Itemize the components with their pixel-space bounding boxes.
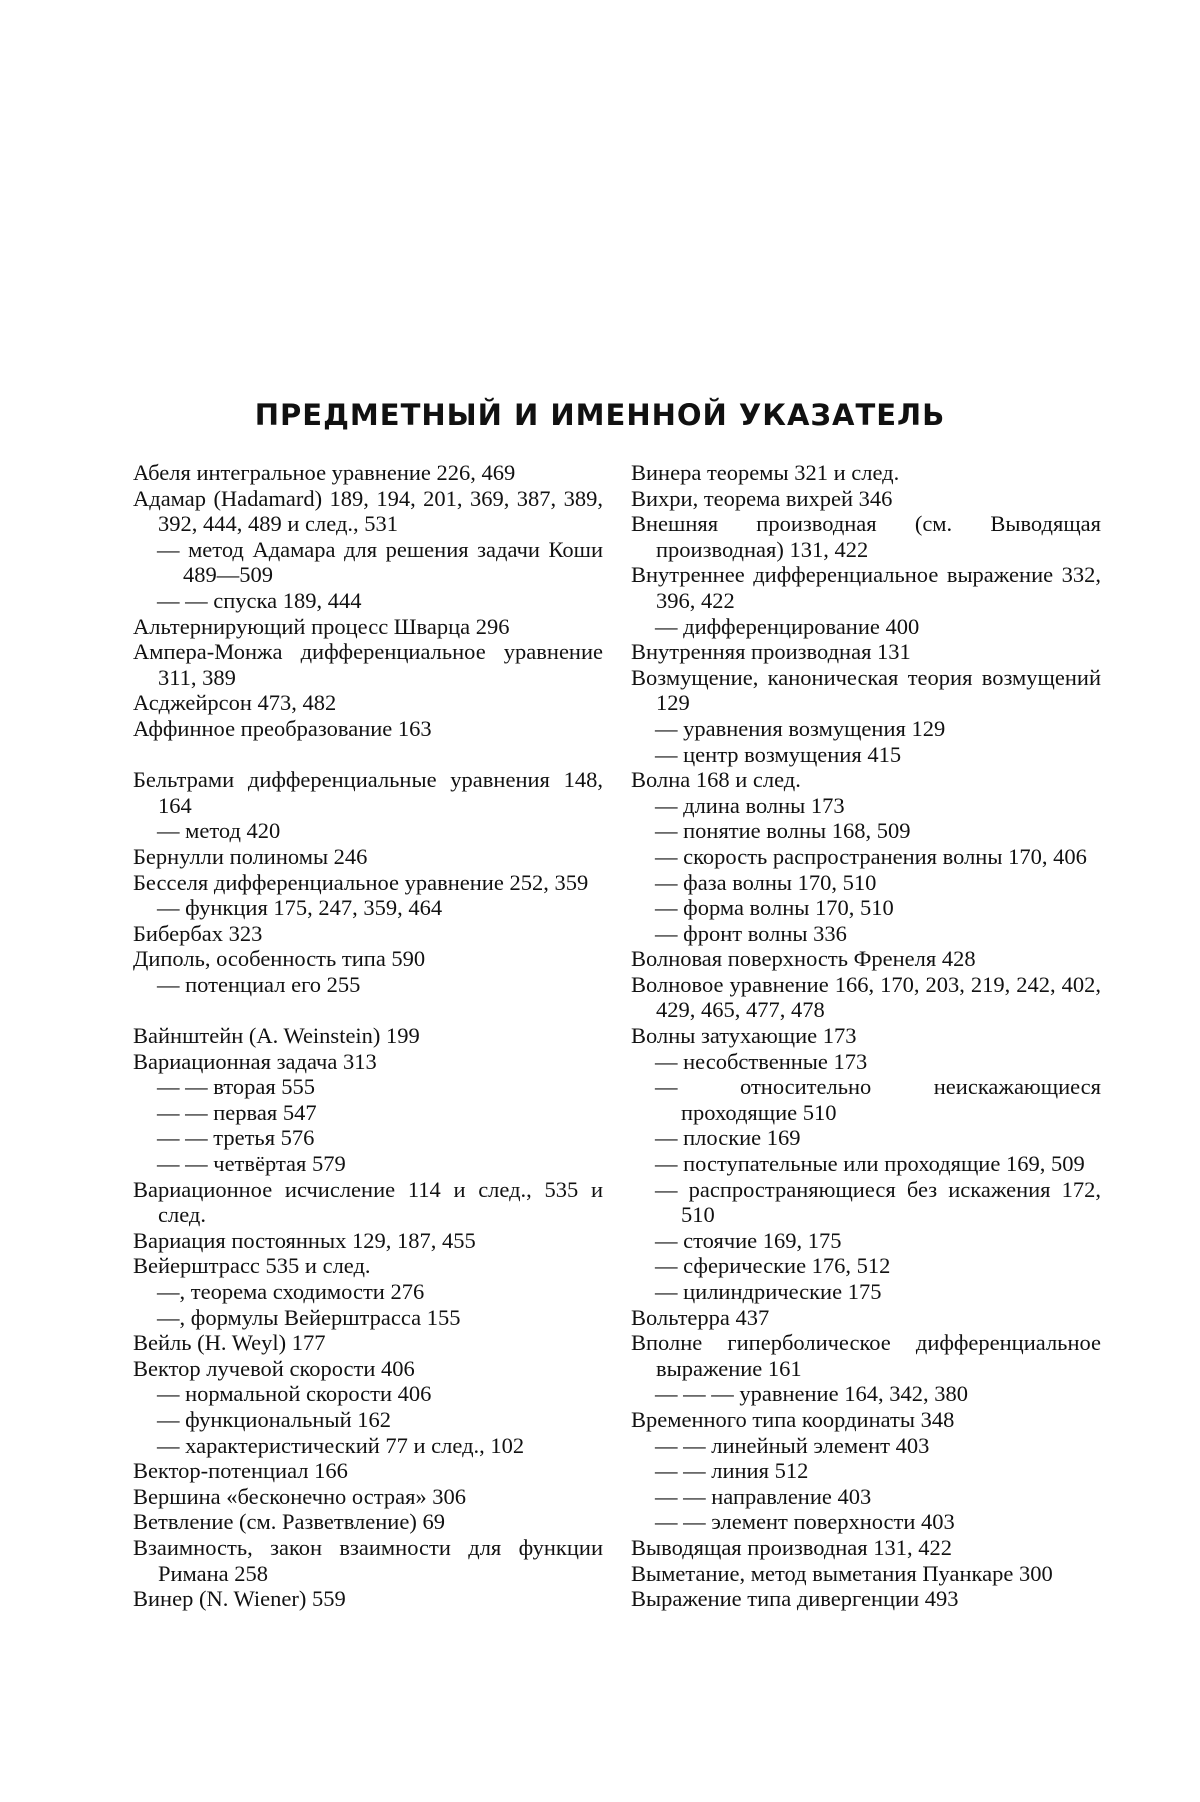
index-subentry: — — направление 403 [655, 1483, 872, 1509]
index-subentry: — — первая 547 [157, 1099, 317, 1125]
index-entry: Временного типа координаты 348 [631, 1406, 955, 1432]
index-column-left [133, 460, 603, 1612]
index-entry: Вершина «бесконечно острая» 306 [133, 1483, 467, 1509]
index-subentry: — метод Адамара для решения задачи Коши 489—509 [157, 536, 603, 588]
index-entry: Внутреннее дифференциальное выражение 332, 396, 422 [631, 562, 1101, 613]
index-subentry: — плоские 169 [655, 1125, 801, 1151]
page-title: ПРЕДМЕТНЫЙ И ИМЕННОЙ УКАЗАТЕЛЬ [254, 398, 946, 432]
letter-group-gap [133, 742, 603, 768]
index-entry: Асджейрсон 473, 482 [133, 690, 337, 716]
index-entry: Вполне гиперболическое дифференциальное выражение 161 [631, 1330, 1101, 1381]
index-entry: Вейль (H. Weyl) 177 [133, 1330, 326, 1356]
index-subentry: — метод 420 [157, 818, 281, 844]
index-entry: Вариация постоянных 129, 187, 455 [133, 1227, 476, 1253]
index-subentry: — понятие волны 168, 509 [655, 818, 911, 844]
index-entry: Адамар (Hadamard) 189, 194, 201, 369, 387, 389, 392, 444, 489 и след., 531 [133, 485, 603, 537]
index-entry: Вайнштейн (A. Weinstein) 199 [133, 1023, 420, 1049]
index-entry: Внутренняя производная 131 [631, 639, 911, 665]
index-entry: Вихри, теорема вихрей 346 [631, 485, 893, 511]
index-entry: Вариационное исчисление 114 и след., 535 и след. [133, 1176, 603, 1228]
index-subentry: — функциональный 162 [157, 1406, 391, 1432]
index-subentry: — сферические 176, 512 [655, 1253, 891, 1279]
index-subentry: — дифференцирование 400 [655, 613, 920, 639]
index-entry: Бернулли полиномы 246 [133, 843, 368, 869]
index-entry: Выметание, метод выметания Пуанкаре 300 [631, 1560, 1053, 1586]
index-subentry: — стоячие 169, 175 [655, 1227, 842, 1253]
index-subentry: — относительно неискажающиеся проходящие 510 [655, 1074, 1101, 1125]
index-entry: Ампера-Монжа дифференциальное уравнение 311, 389 [133, 639, 603, 690]
index-subentry: — функция 175, 247, 359, 464 [157, 895, 443, 921]
index-entry: Бесселя дифференциальное уравнение 252, 359 [133, 869, 589, 895]
index-entry: Выражение типа дивергенции 493 [631, 1586, 959, 1612]
index-subentry: —, теорема сходимости 276 [157, 1279, 425, 1304]
index-subentry: — характеристический 77 и след., 102 [157, 1432, 525, 1458]
index-entry: Возмущение, каноническая теория возмущений 129 [631, 664, 1101, 716]
index-entry: Волновое уравнение 166, 170, 203, 219, 242, 402, 429, 465, 477, 478 [631, 971, 1101, 1023]
index-entry: Вейерштрасс 535 и след. [133, 1253, 371, 1279]
index-subentry: — — линия 512 [655, 1458, 809, 1484]
index-subentry: — нормальной скорости 406 [157, 1381, 432, 1407]
index-entry: Волновая поверхность Френеля 428 [631, 946, 976, 972]
index-entry: Вариационная задача 313 [133, 1048, 377, 1074]
index-entry: Выводящая производная 131, 422 [631, 1534, 953, 1560]
index-subentry: — поступательные или проходящие 169, 509 [655, 1151, 1085, 1177]
index-entry: Диполь, особенность типа 590 [133, 946, 426, 972]
index-entry: Взаимность, закон взаимности для функции Римана 258 [133, 1534, 603, 1586]
index-subentry: — центр возмущения 415 [655, 741, 902, 767]
index-subentry: — цилиндрические 175 [655, 1279, 882, 1304]
index-subentry: — — — уравнение 164, 342, 380 [655, 1381, 968, 1407]
index-entry: Аффинное преобразование 163 [133, 715, 432, 741]
index-entry: Бибербах 323 [133, 920, 263, 946]
index-entry: Волны затухающие 173 [631, 1023, 857, 1049]
index-entry: Бельтрами дифференциальные уравнения 148, 164 [133, 767, 603, 818]
index-subentry: — потенциал его 255 [157, 971, 361, 997]
index-entry: Альтернирующий процесс Шварца 296 [133, 613, 510, 639]
index-entry: Винер (N. Wiener) 559 [133, 1586, 346, 1612]
index-entry: Вектор-потенциал 166 [133, 1458, 348, 1484]
index-subentry: — фронт волны 336 [655, 920, 847, 946]
index-entry: Вектор лучевой скорости 406 [133, 1355, 415, 1381]
index-subentry: — — четвёртая 579 [157, 1151, 346, 1177]
index-subentry: — скорость распространения волны 170, 406 [655, 843, 1087, 869]
index-subentry: — — спуска 189, 444 [157, 587, 362, 613]
index-subentry: — несобственные 173 [655, 1048, 868, 1074]
index-subentry: — распространяющиеся без искажения 172, 510 [655, 1176, 1101, 1228]
index-subentry: — фаза волны 170, 510 [655, 869, 877, 895]
index-subentry: —, формулы Вейерштрасса 155 [157, 1304, 461, 1330]
index-subentry: — длина волны 173 [655, 792, 845, 818]
index-entry: Ветвление (см. Разветвление) 69 [133, 1509, 445, 1535]
index-subentry: — уравнения возмущения 129 [655, 715, 946, 741]
index-subentry: — — элемент поверхности 403 [655, 1509, 955, 1535]
index-entry: Винера теоремы 321 и след. [631, 460, 900, 485]
index-column-right [631, 460, 1101, 1612]
index-entry: Абеля интегральное уравнение 226, 469 [133, 460, 516, 485]
index-entry: Волна 168 и след. [631, 767, 801, 793]
index-subentry: — форма волны 170, 510 [655, 895, 894, 921]
index-entry: Внешняя производная (см. Выводящая производная) 131, 422 [631, 511, 1101, 562]
index-subentry: — — вторая 555 [157, 1074, 316, 1100]
letter-group-gap [133, 997, 603, 1023]
index-entry: Вольтерра 437 [631, 1304, 770, 1330]
index-subentry: — — третья 576 [157, 1125, 315, 1151]
index-subentry: — — линейный элемент 403 [655, 1432, 930, 1458]
